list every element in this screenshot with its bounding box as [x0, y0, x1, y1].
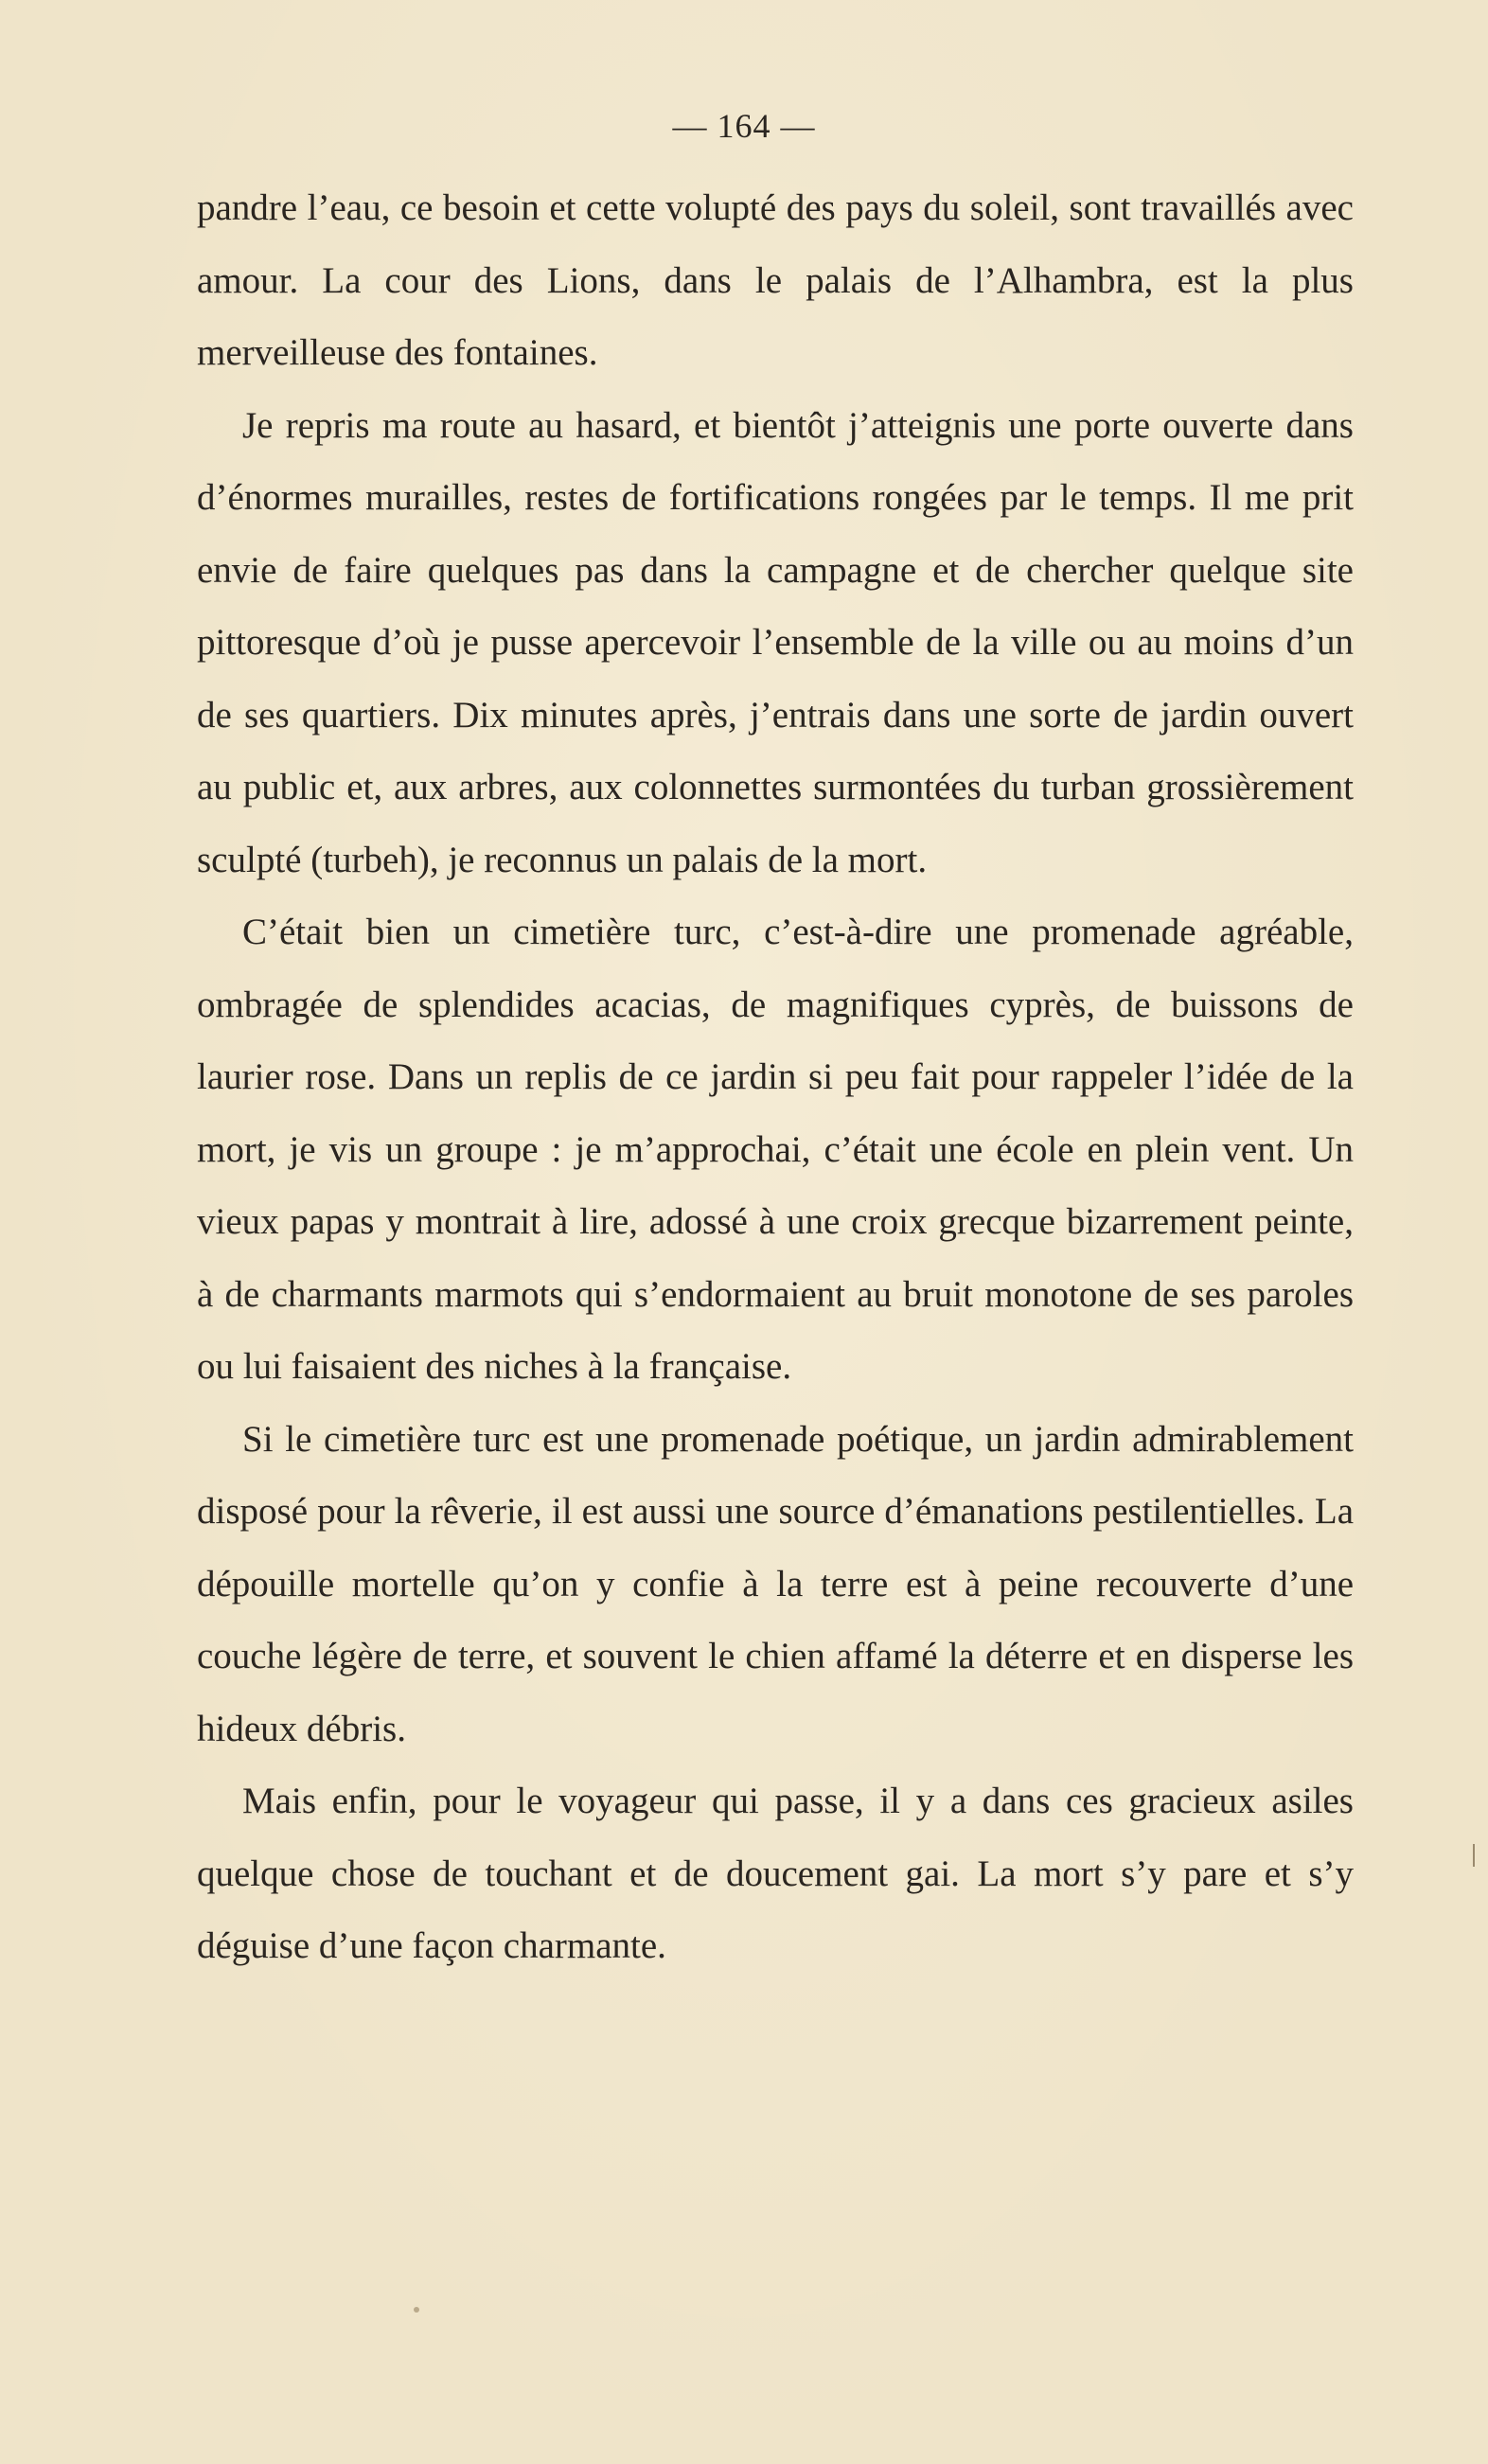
page-number-header: — 164 — — [672, 107, 816, 145]
paper-mark — [1473, 1844, 1475, 1867]
paragraph-2: Je repris ma route au hasard, et bientôt j’atteignis une porte ouverte dans d’énormes murailles, restes de fortifications rongées par le temps. Il me prit envie de faire quelques pas dans la campagne et de chercher quelque site pittoresque d’où je pusse apercevoir l’ensemble de la ville ou au moins d’un de ses quartiers. Dix minutes après, j’entrais dans une sorte de jardin ouvert au public et, aux arbres, aux colonnettes surmontées du turban grossièrement sculpté (turbeh), je reconnus un palais de la mort. — [197, 404, 1354, 880]
paragraph-4: Si le cimetière turc est une promenade poétique, un jardin admirablement disposé pour la rêverie, il est aussi une source d’émanations pestilentielles. La dépouille mortelle qu’on y confie à la terre est à peine recouverte d’une couche légère de terre, et souvent le chien affamé la déterre et en disperse les hideux débris. — [197, 1418, 1354, 1749]
paragraph-3: C’était bien un cimetière turc, c’est-à-dire une promenade agréable, ombragée de splendides acacias, de magnifiques cyprès, de buissons de laurier rose. Dans un replis de ce jardin si peu fait pour rappeler l’idée de la mort, je vis un groupe : je m’approchai, c’était une école en plein vent. Un vieux papas y montrait à lire, adossé à une croix grecque bizarrement peinte, à de charmants marmots qui s’endormaient au bruit monotone de ses paroles ou lui faisaient des niches à la française. — [197, 912, 1354, 1387]
body-text — [197, 172, 1354, 1983]
paragraph-5: Mais enfin, pour le voyageur qui passe, il y a dans ces gracieux asiles quelque chose de touchant et de doucement gai. La mort s’y pare et s’y déguise d’une façon charmante. — [197, 1781, 1354, 1966]
paper-speck — [414, 2307, 419, 2313]
paragraph-1: pandre l’eau, ce besoin et cette volupté des pays du soleil, sont travaillés avec amour. La cour des Lions, dans le palais de l’Alhambra, est la plus merveilleuse des fontaines. — [197, 187, 1354, 373]
